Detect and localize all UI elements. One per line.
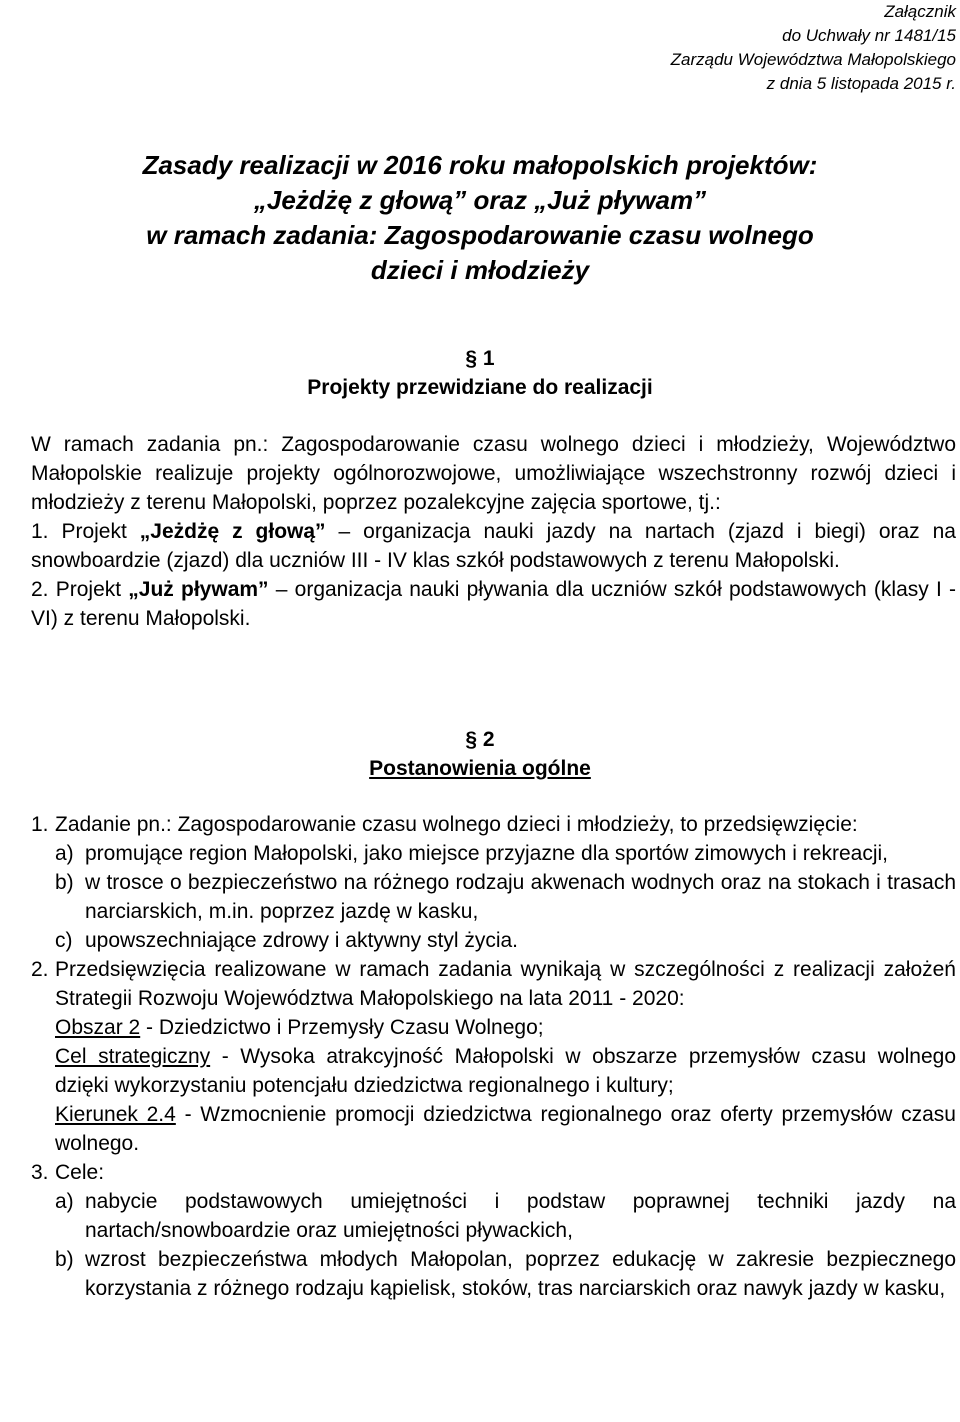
section-1-heading	[0, 344, 960, 402]
item-2-description: – organizacja nauki pływania dla uczniów szkół podstawowych (klasy I - VI) z terenu Małopolski.	[31, 578, 956, 630]
paragraph-1-item-c: c) upowszechniające zdrowy i aktywny styl życia.	[55, 929, 519, 952]
section-1-item-2	[31, 575, 956, 633]
section-1-title: Projekty przewidziane do realizacji	[307, 376, 653, 399]
title-line-3: w ramach zadania: Zagospodarowanie czasu wolnego	[146, 220, 814, 250]
attachment-label: Załącznik	[884, 2, 956, 21]
paragraph-2	[31, 955, 956, 1158]
document-title	[0, 148, 960, 288]
strategy-goal: Cel strategiczny - Wysoka atrakcyjność Małopolski w obszarze przemysłów czasu wolnego dzięki wykorzystaniu potencjału dziedzictwa regionalnego i kultury;	[55, 1045, 957, 1097]
resolution-reference: do Uchwały nr 1481/15	[782, 26, 956, 45]
paragraph-1-item-a: a) promujące region Małopolski, jako miejsce przyjazne dla sportów zimowych i rekreacji,	[55, 842, 888, 865]
paragraph-3-item-a: a) nabycie podstawowych umiejętności i podstaw poprawnej techniki jazdy na nartach/snowboardzie oraz umiejętności pływackich,	[55, 1190, 956, 1242]
paragraph-3-item-b: b) wzrost bezpieczeństwa młodych Małopolan, poprzez edukację w zakresie bezpiecznego korzystania z różnego rodzaju kąpielisk, stoków, tras narciarskich oraz nawyk jazdy w kasku,	[55, 1248, 956, 1300]
attachment-note	[671, 0, 956, 96]
item-1-prefix: 1. Projekt	[31, 520, 140, 543]
strategy-area: Obszar 2 - Dziedzictwo i Przemysły Czasu Wolnego;	[55, 1016, 544, 1039]
paragraph-1-number: 1.	[31, 813, 49, 836]
paragraph-2-number: 2.	[31, 958, 49, 981]
section-2-title: Postanowienia ogólne	[369, 757, 591, 780]
section-1-intro: W ramach zadania pn.: Zagospodarowanie czasu wolnego dzieci i młodzieży, Województwo Małopolskie realizuje projekty ogólnorozwojowe, umożliwiające wszechstronny rozwój dzieci i młodzieży z terenu Małopolski, poprzez pozalekcyjne zajęcia sportowe, tj.:	[31, 433, 956, 514]
title-line-2: „Jeżdżę z głową” oraz „Już pływam”	[253, 185, 707, 215]
section-2-number: § 2	[465, 728, 495, 751]
paragraph-1-text: Zadanie pn.: Zagospodarowanie czasu wolnego dzieci i młodzieży, to przedsięwzięcie:	[55, 813, 858, 836]
section-1-item-1	[31, 517, 956, 575]
section-1-number: § 1	[465, 347, 495, 370]
board-name: Zarządu Województwa Małopolskiego	[670, 50, 956, 69]
title-line-4: dzieci i młodzieży	[370, 255, 590, 285]
item-1-description: – organizacja nauki jazdy na nartach (zjazd i biegi) oraz na snowboardzie (zjazd) dla uczniów III - IV klas szkół podstawowych z terenu Małopolski.	[31, 520, 956, 572]
item-2-project-name: „Już pływam”	[128, 578, 269, 601]
item-1-project-name: „Jeżdżę z głową”	[139, 520, 326, 543]
paragraph-3-number: 3.	[31, 1161, 49, 1184]
strategy-direction: Kierunek 2.4 - Wzmocnienie promocji dziedzictwa regionalnego oraz oferty przemysłów czasu wolnego.	[55, 1103, 956, 1155]
paragraph-3	[31, 1158, 956, 1303]
section-2-heading	[0, 725, 960, 783]
paragraph-1	[31, 810, 956, 955]
section-1-body	[31, 430, 956, 633]
title-line-1: Zasady realizacji w 2016 roku małopolskich projektów:	[142, 150, 818, 180]
section-2-body	[31, 810, 956, 1303]
resolution-date: z dnia 5 listopada 2015 r.	[766, 74, 956, 93]
paragraph-2-text: Przedsięwzięcia realizowane w ramach zadania wynikają w szczególności z realizacji założeń Strategii Rozwoju Województwa Małopolskiego na lata 2011 - 2020:	[55, 958, 956, 1010]
paragraph-1-item-b: b) w trosce o bezpieczeństwo na różnego rodzaju akwenach wodnych oraz na stokach i trasach narciarskich, m.in. poprzez jazdę w kasku,	[55, 871, 956, 923]
item-2-prefix: 2. Projekt	[31, 578, 129, 601]
paragraph-3-text: Cele:	[55, 1161, 105, 1184]
